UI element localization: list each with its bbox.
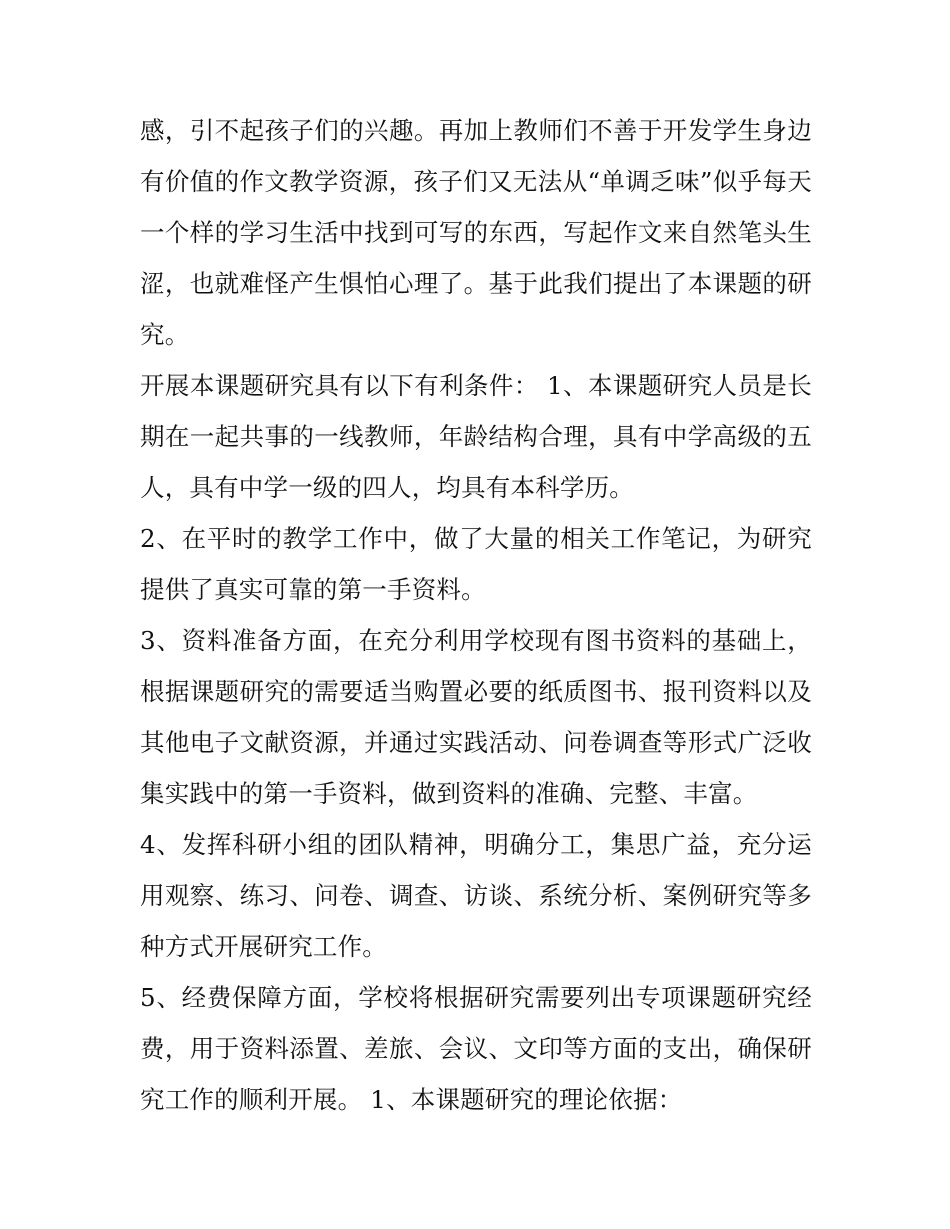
paragraph-item-5: 5、经费保障方面，学校将根据研究需要列出专项课题研究经费，用于资料添置、差旅、会议、文印等方面的支出，确保研究工作的顺利开展。 1、本课题研究的理论依据： [140, 983, 812, 1114]
paragraph-favorable-conditions: 开展本课题研究具有以下有利条件： 1、本课题研究人员是长期在一起共事的一线教师，年龄结构合理，具有中学高级的五人，具有中学一级的四人，均具有本科学历。 [140, 371, 812, 502]
paragraph-item-2: 2、在平时的教学工作中，做了大量的相关工作笔记，为研究提供了真实可靠的第一手资料。 [140, 524, 812, 604]
paragraph-item-4: 4、发挥科研小组的团队精神，明确分工，集思广益，充分运用观察、练习、问卷、调查、访谈、系统分析、案例研究等多种方式开展研究工作。 [140, 830, 812, 961]
paragraph-item-3: 3、资料准备方面，在充分利用学校现有图书资料的基础上，根据课题研究的需要适当购置必要的纸质图书、报刊资料以及其他电子文献资源，并通过实践活动、问卷调查等形式广泛收集实践中的第一手资料，做到资料的准确、完整、丰富。 [140, 626, 812, 808]
document-body [140, 105, 812, 1125]
paragraph-intro-continuation: 感，引不起孩子们的兴趣。再加上教师们不善于开发学生身边有价值的作文教学资源，孩子们又无法从“单调乏味”似乎每天一个样的学习生活中找到可写的东西，写起作文来自然笔头生涩，也就难怪产生惧怕心理了。基于此我们提出了本课题的研究。 [140, 116, 812, 349]
